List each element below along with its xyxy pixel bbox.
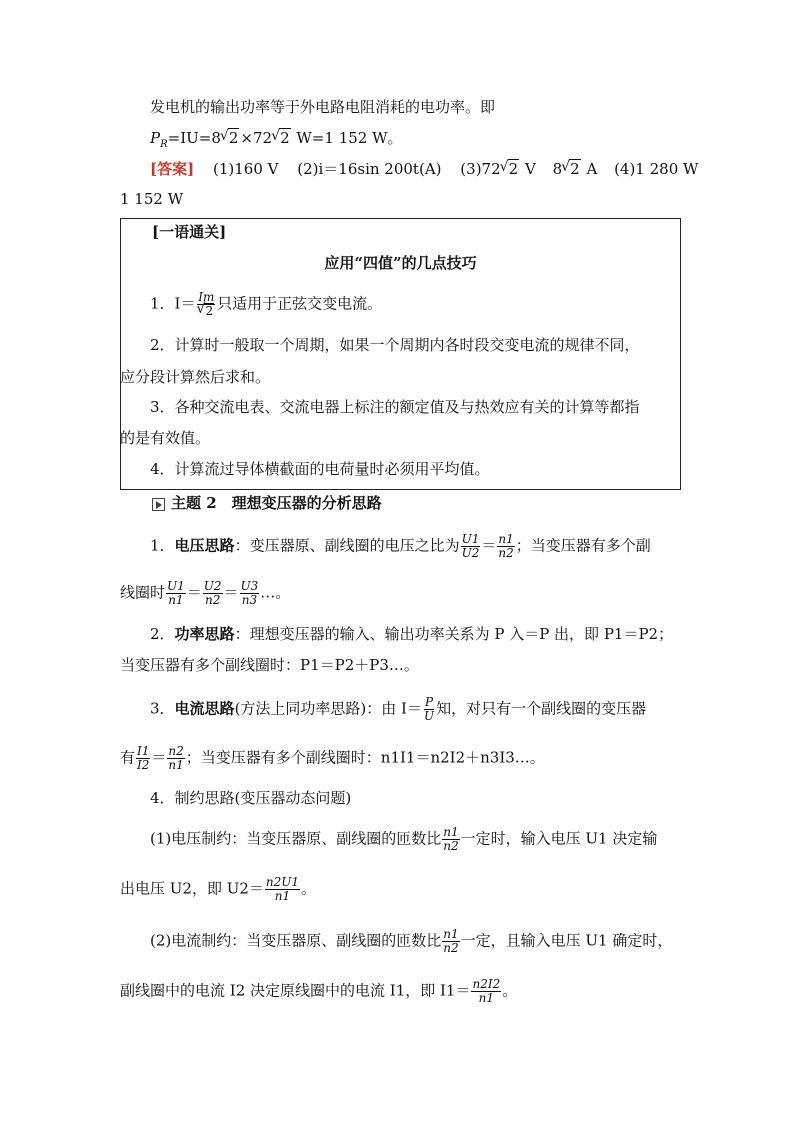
answer-line-wrap: 1 152 W <box>120 190 184 208</box>
fraction: $\frac{n1}{n2}$ <box>498 532 514 560</box>
answer-1: (1)160 V <box>212 160 279 178</box>
para-1: 1．电压思路：变压器原、副线圈的电压之比为 $\frac{U1}{U2}$ ＝ $\frac{n1}{n2}$ ；当变压器有多个副 <box>150 532 651 560</box>
answer-2: (2)i＝16sin 200t(A) <box>297 160 442 178</box>
sqrt-symbol: √ 2 <box>272 128 291 148</box>
answer-3: (3)72√ 2 V <box>460 160 536 178</box>
box-item-1: 1．I＝ Im √ 2 只适用于正弦交变电流。 <box>150 291 382 318</box>
answer-line <box>150 159 698 179</box>
pr-eq: =IU=8 <box>167 129 221 147</box>
para-6: (2)电流制约：当变压器原、副线圈的匝数比 $\frac{n1}{n2}$ 一定，且输入电压 U1 确定时， <box>150 927 673 955</box>
fraction: $\frac{P}{U}$ <box>423 695 435 723</box>
fraction: $\frac{n2U1}{n1}$ <box>265 875 300 903</box>
box-tag: [一语通关] <box>152 223 227 241</box>
fraction: $\frac{U1}{n1}$ <box>167 579 185 607</box>
topic-label: 主题 2 理想变压器的分析思路 <box>171 494 382 512</box>
box-item-3b: 的是有效值。 <box>120 429 211 447</box>
answer-line-1: 发电机的输出功率等于外电路电阻消耗的电功率。即 <box>150 98 496 116</box>
para-3: 3．电流思路(方法上同功率思路)：由 I＝ $\frac{P}{U}$ 知，对只有一个副线圈的变压器 <box>150 695 647 723</box>
fraction: Im √ 2 <box>196 291 216 318</box>
para-5: (1)电压制约：当变压器原、副线圈的匝数比 $\frac{n1}{n2}$ 一定时，输入电压 U1 决定输 <box>150 825 658 853</box>
fraction: $\frac{I1}{I2}$ <box>137 744 150 772</box>
fraction: $\frac{U3}{n3}$ <box>240 579 259 607</box>
fraction: $\frac{n2}{n1}$ <box>168 744 184 772</box>
para-1b: 线圈时 $\frac{U1}{n1}$ ＝ $\frac{U2}{n2}$ ＝ $\frac{U3}{n3}$ …。 <box>120 579 291 607</box>
sqrt-symbol: √ 2 <box>221 128 240 148</box>
answer-3b: 8√ 2 A <box>553 160 598 178</box>
box-item-2b: 应分段计算然后求和。 <box>120 368 271 386</box>
box-item-3a: 3．各种交流电表、交流电器上标注的额定值及与热效应有关的计算等都指 <box>150 398 640 416</box>
para-3b: 有 $\frac{I1}{I2}$ ＝ $\frac{n2}{n1}$ ；当变压器有多个副线圈时：n1I1＝n2I2＋n3I3…。 <box>120 744 545 772</box>
times-72: ×72 <box>240 129 273 147</box>
box-item-2a: 2．计算时一般取一个周期，如果一个周期内各时段交变电流的规律不同， <box>150 336 640 354</box>
para-4: 4．制约思路(变压器动态问题) <box>150 789 352 807</box>
para-2: 2．功率思路：理想变压器的输入、输出功率关系为 P 入＝P 出，即 P1＝P2； <box>150 625 674 643</box>
box-item-4: 4．计算流过导体横截面的电荷量时必须用平均值。 <box>150 460 490 478</box>
fraction: $\frac{U1}{U2}$ <box>461 532 480 560</box>
para-2b: 当变压器有多个副线圈时：P1＝P2＋P3…。 <box>120 656 419 674</box>
fraction: $\frac{n2I2}{n1}$ <box>472 977 501 1005</box>
play-triangle-icon <box>152 498 165 511</box>
pr-subscript: R <box>160 139 168 150</box>
pr-symbol: P <box>150 129 161 147</box>
power-equation <box>150 128 403 155</box>
box-title: 应用“四值”的几点技巧 <box>324 254 477 272</box>
para-6b: 副线圈中的电流 I2 决定原线圈中的电流 I1，即 I1＝ $\frac{n2I2}{n1}$ 。 <box>120 977 518 1005</box>
topic-header <box>152 493 382 513</box>
fraction: $\frac{n1}{n2}$ <box>443 825 459 853</box>
pr-result: W=1 152 W。 <box>291 129 403 147</box>
fraction: $\frac{n1}{n2}$ <box>443 927 459 955</box>
fraction: $\frac{U2}{n2}$ <box>203 579 222 607</box>
answer-4: (4)1 280 W <box>614 160 699 178</box>
answer-tag: [答案] <box>150 160 195 178</box>
para-5b: 出电压 U2，即 U2＝ $\frac{n2U1}{n1}$ 。 <box>120 875 317 903</box>
